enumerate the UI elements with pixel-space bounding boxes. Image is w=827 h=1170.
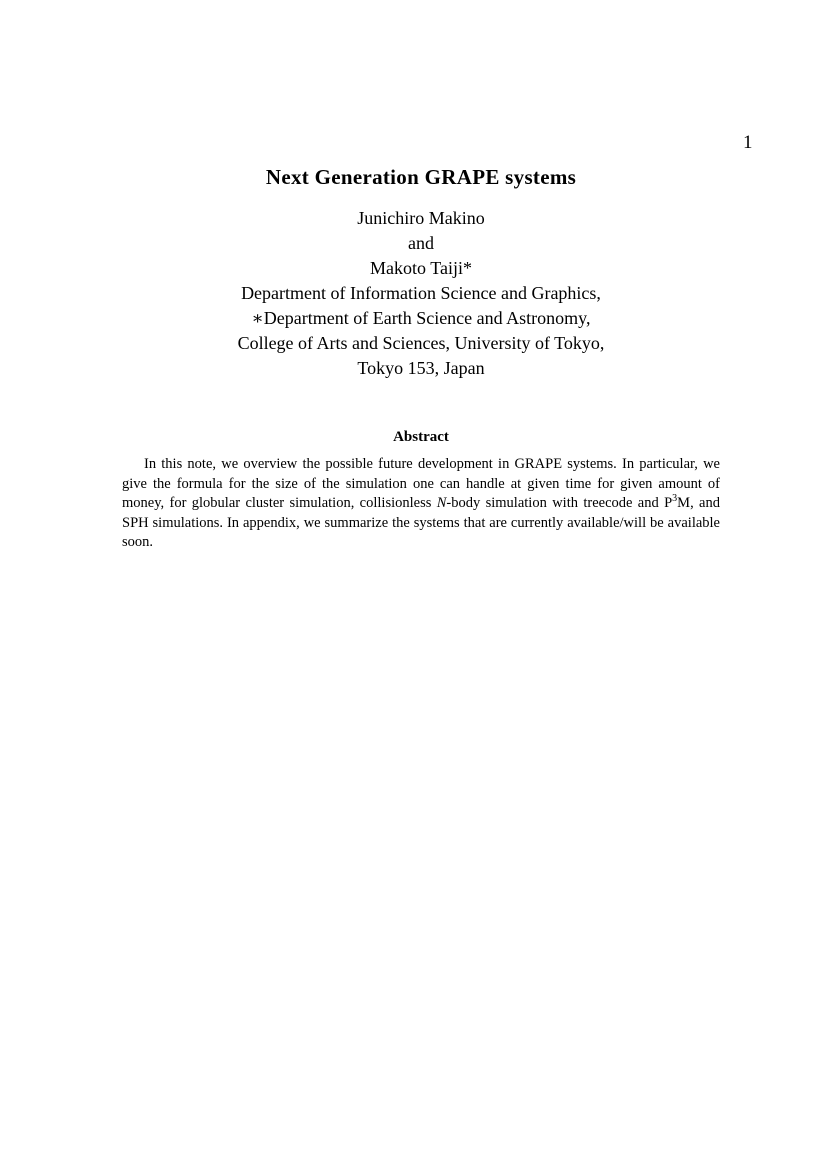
abstract-body [122, 455, 720, 553]
affiliation-line-1: Department of Information Science and Graphics, [241, 283, 601, 303]
affiliation-line-4: Tokyo 153, Japan [357, 358, 485, 378]
affiliation-line-2: ∗Department of Earth Science and Astronomy, [251, 308, 591, 328]
affiliation-line-3: College of Arts and Sciences, University of Tokyo, [237, 333, 605, 353]
paper-title: Next Generation GRAPE systems [265, 165, 577, 189]
abstract-superscript-3: 3 [672, 493, 678, 505]
author-connector: and [408, 233, 434, 253]
author-affiliation-block [122, 206, 720, 381]
abstract-text-segment: M, and SPH simulations. In appendix, we summarize the systems that are currently available/will be available soon. [122, 495, 720, 550]
author-name-2: Makoto Taiji* [370, 258, 472, 278]
abstract-text-segment: -body simulation with treecode and P [446, 495, 673, 511]
page-number: 1 [743, 132, 753, 153]
abstract-text-segment: In this note, we overview the possible future development in GRAPE systems. In particular, we give the formula for the size of the simulation one can handle at given time for given amount of money, for globular cluster simulation, collisionless [122, 456, 720, 511]
author-name-1: Junichiro Makino [357, 208, 485, 228]
abstract-heading: Abstract [393, 429, 449, 445]
abstract-italic-N: N [436, 495, 447, 511]
